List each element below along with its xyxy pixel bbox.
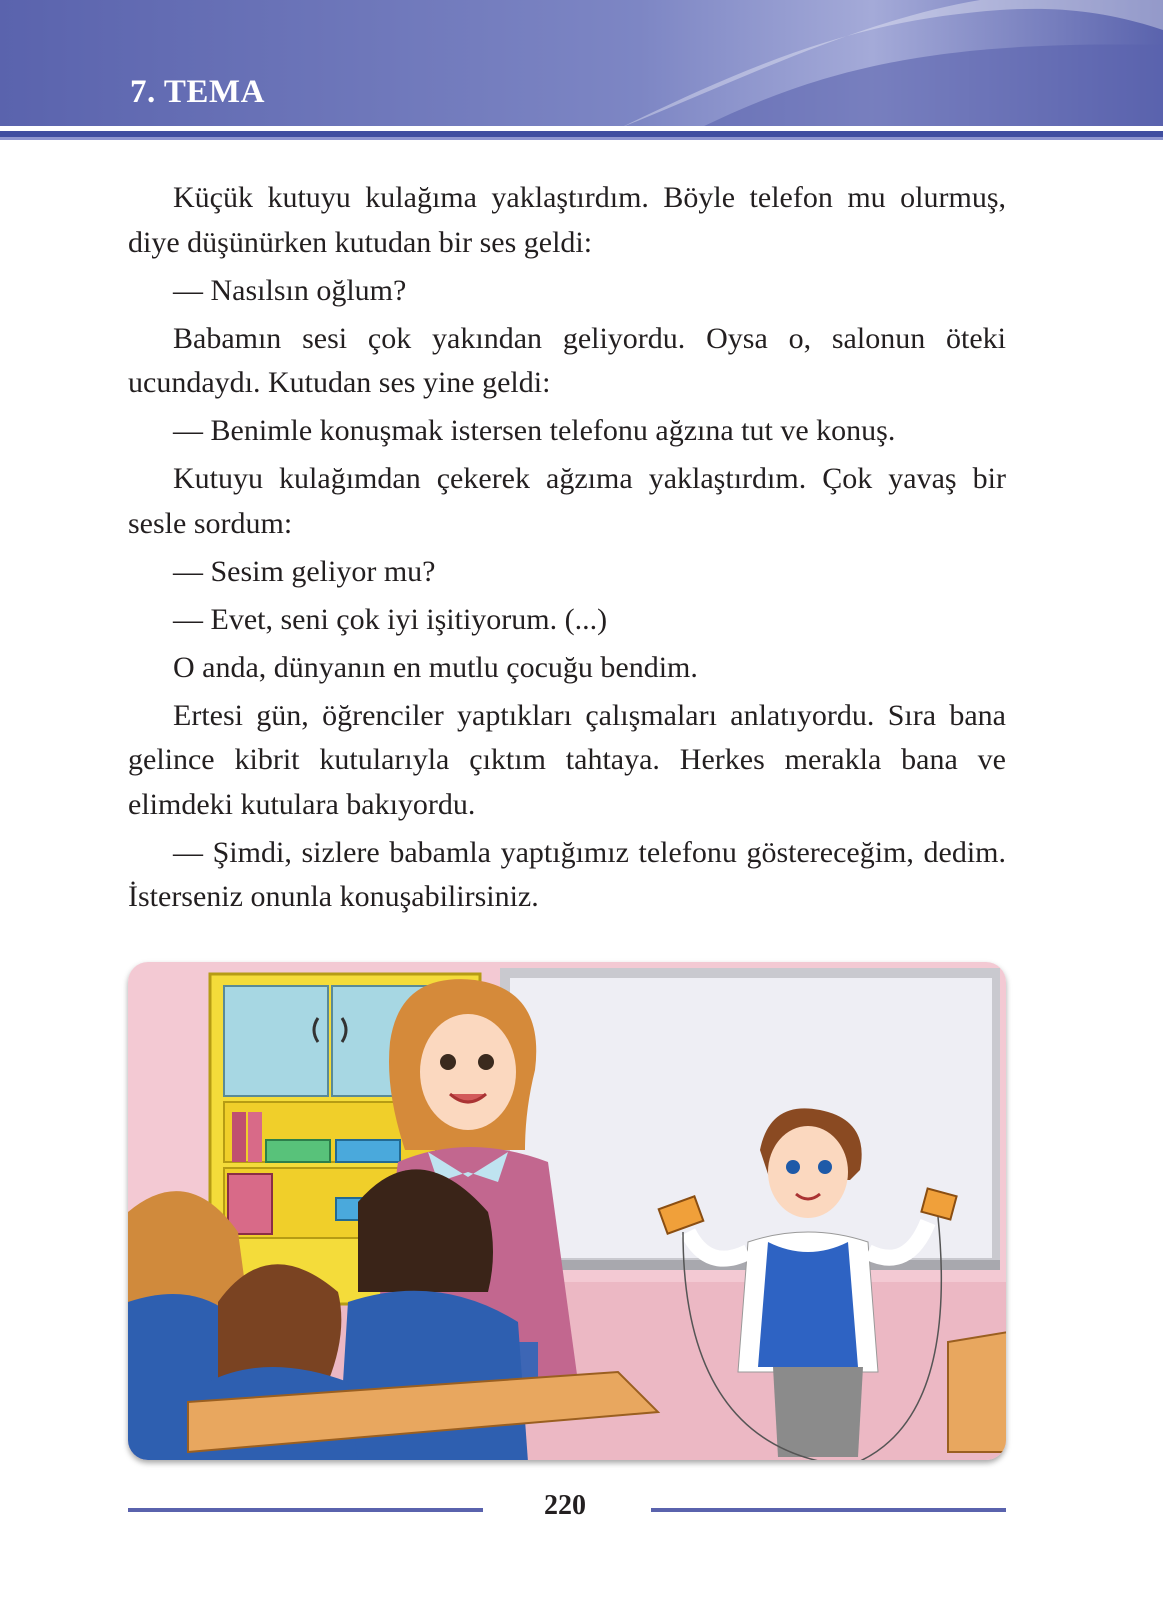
classroom-illustration [128,962,1006,1460]
chapter-header [0,0,1163,150]
page-number: 220 [544,1490,586,1521]
paragraph: Küçük kutuyu kulağıma yaklaştırdım. Böyle telefon mu olurmuş, diye düşünürken kutudan bir ses geldi: [128,181,1006,259]
paragraph: O anda, dünyanın en mutlu çocuğu bendim. [173,650,698,684]
paragraph: — Nasılsın oğlum? [173,273,407,307]
paragraph: Babamın sesi çok yakından geliyordu. Oysa o, salonun öteki ucundaydı. Kutudan ses yine geldi: [128,321,1006,399]
paragraph: Ertesi gün, öğrenciler yaptıkları çalışmaları anlatıyordu. Sıra bana gelince kibrit kutularıyla çıktım tahtaya. Herkes merakla bana ve elimdeki kutulara bakıyordu. [128,698,1006,821]
paragraph: — Sesim geliyor mu? [173,554,436,588]
footer-rule-right [651,1508,1006,1512]
paragraph: — Evet, seni çok iyi işitiyorum. (...) [173,602,608,636]
paragraph: Kutuyu kulağımdan çekerek ağzıma yaklaştırdım. Çok yavaş bir sesle sordum: [128,462,1006,540]
theme-title: 7. TEMA [130,74,265,110]
story-text [128,176,1006,923]
paragraph: — Benimle konuşmak istersen telefonu ağzına tut ve konuş. [173,414,896,447]
footer-rule-left [128,1508,483,1512]
paragraph: — Şimdi, sizlere babamla yaptığımız telefonu göstereceğim, dedim. İsterseniz onunla konuşabilirsiniz. [128,835,1006,913]
